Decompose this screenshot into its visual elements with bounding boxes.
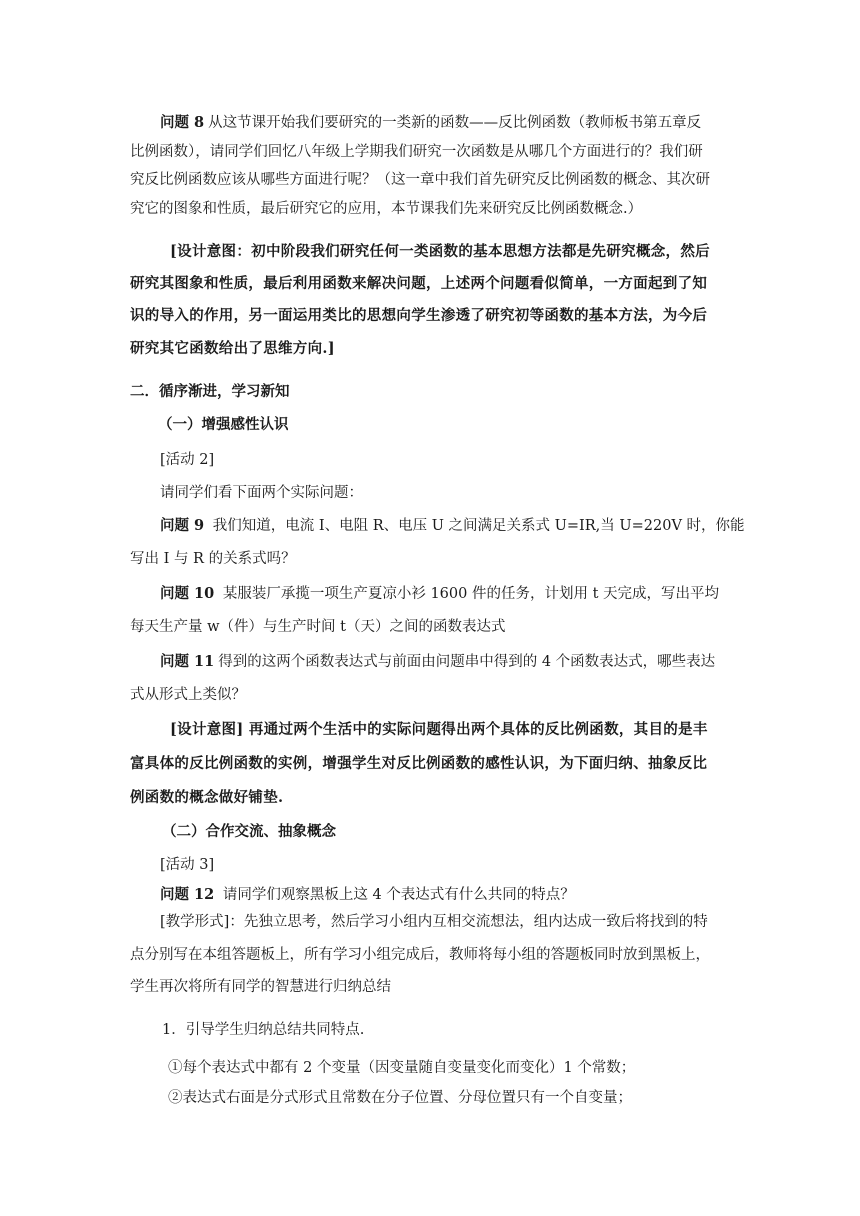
design-intent-2-line-1: [设计意图] 再通过两个生活中的实际问题得出两个具体的反比例函数，其目的是丰 bbox=[170, 721, 708, 738]
question-9-line-2: 写出 I 与 R 的关系式吗？ bbox=[130, 551, 296, 567]
question-8-label: 问题 8 bbox=[160, 114, 205, 131]
question-10-line-2: 每天生产量 w（件）与生产时间 t（天）之间的函数表达式 bbox=[130, 619, 506, 635]
question-11-line-2: 式从形式上类似？ bbox=[130, 687, 246, 703]
question-12-line: 问题 12 请同学们观察黑板上这 4 个表达式有什么共同的特点？ bbox=[160, 886, 575, 903]
question-12-label: 问题 12 bbox=[160, 886, 215, 903]
activity-3-label: [活动 3] bbox=[160, 857, 215, 873]
design-intent-2-line-2: 富具体的反比例函数的实例，增强学生对反比例函数的感性认识，为下面归纳、抽象反比 bbox=[130, 755, 708, 772]
feature-1-text: ①每个表达式中都有 2 个变量（因变量随自变量变化而变化）1 个常数； bbox=[168, 1060, 636, 1076]
subsection-1-heading: （一）增强感性认识 bbox=[158, 416, 289, 433]
question-9-label: 问题 9 bbox=[160, 517, 205, 534]
teaching-form-line-3: 学生再次将所有同学的智慧进行归纳总结 bbox=[130, 979, 391, 995]
teaching-form-line-2: 点分别写在本组答题板上，所有学习小组完成后，教师将每小组的答题板同时放到黑板上， bbox=[130, 947, 710, 963]
design-intent-1-line-3: 识的导入的作用，另一面运用类比的思想向学生渗透了研究初等函数的基本方法，为今后 bbox=[130, 307, 708, 324]
section-2-heading: 二．循序渐进，学习新知 bbox=[130, 383, 290, 400]
intro-text: 请同学们看下面两个实际问题： bbox=[160, 485, 363, 501]
design-intent-1-line-4: 研究其它函数给出了思维方向.] bbox=[130, 340, 335, 357]
question-8-line-3: 究反比例函数应该从哪些方面进行呢？（这一章中我们首先研究反比例函数的概念、其次研 bbox=[130, 172, 710, 188]
design-intent-2-line-3: 例函数的概念做好铺垫. bbox=[130, 789, 284, 806]
question-8-line-2: 比例函数），请同学们回忆八年级上学期我们研究一次函数是从哪几个方面进行的？我们研 bbox=[130, 144, 703, 160]
teaching-form-line-1: [教学形式]：先独立思考，然后学习小组内互相交流想法，组内达成一致后将找到的特 bbox=[160, 914, 708, 930]
question-10-label: 问题 10 bbox=[160, 585, 215, 602]
question-9-line-1: 问题 9 我们知道，电流 I、电阻 R、电压 U 之间满足关系式 U=IR,当 U=220V 时，你能 bbox=[160, 517, 745, 534]
design-intent-1-line-2: 研究其图象和性质，最后利用函数来解决问题，上述两个问题看似简单，一方面起到了知 bbox=[130, 275, 708, 292]
subsection-2-heading: （二）合作交流、抽象概念 bbox=[162, 823, 336, 840]
question-8-line-4: 究它的图象和性质，最后研究它的应用，本节课我们先来研究反比例函数概念.） bbox=[130, 201, 643, 217]
question-8-line-1: 问题 8 从这节课开始我们要研究的一类新的函数——反比例函数（教师板书第五章反 bbox=[160, 114, 702, 131]
design-intent-1-line-1: [设计意图：初中阶段我们研究任何一类函数的基本思想方法都是先研究概念，然后 bbox=[170, 243, 710, 260]
feature-2-text: ②表达式右面是分式形式且常数在分子位置、分母位置只有一个自变量； bbox=[168, 1090, 632, 1106]
activity-2-label: [活动 2] bbox=[160, 452, 215, 468]
question-10-line-1: 问题 10 某服装厂承揽一项生产夏凉小衫 1600 件的任务，计划用 t 天完成，写出平均 bbox=[160, 585, 720, 602]
point-1-text: 1．引导学生归纳总结共同特点. bbox=[162, 1022, 365, 1038]
question-11-line-1: 问题 11 得到的这两个函数表达式与前面由问题串中得到的 4 个函数表达式，哪些表达 bbox=[160, 653, 716, 670]
question-11-label: 问题 11 bbox=[160, 653, 215, 670]
